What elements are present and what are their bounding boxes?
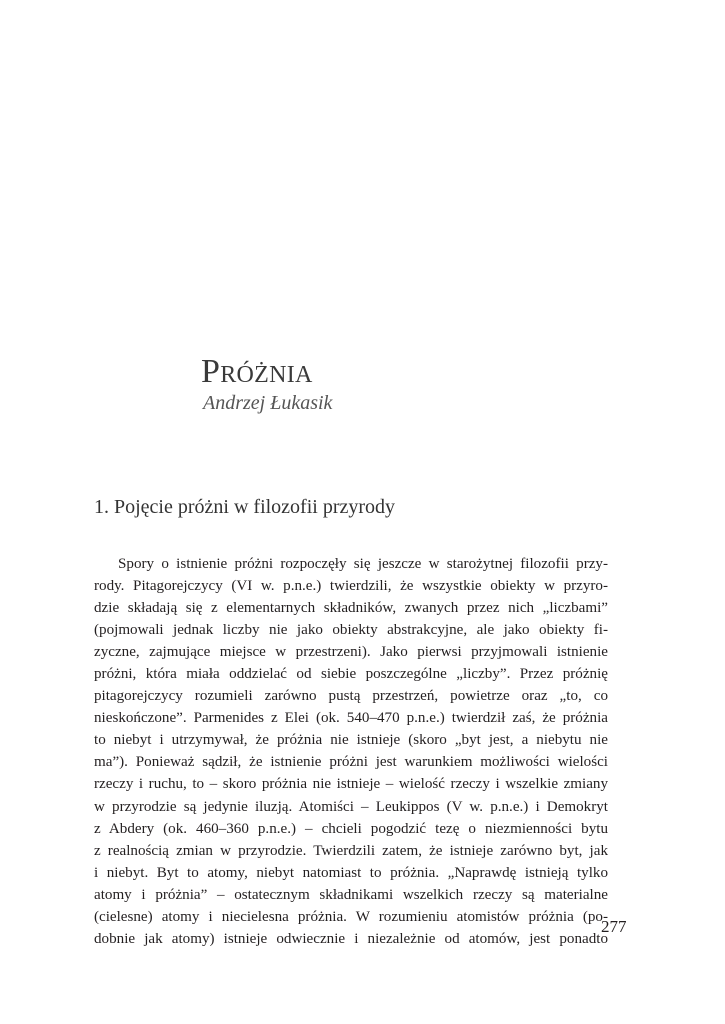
body-line: dzie składają się z elementarnych składników, zwanych przez nich „liczbami” (94, 600, 608, 617)
body-line: ma”). Ponieważ sądził, że istnienie próżni jest warunkiem możliwości wielości (94, 754, 608, 771)
chapter-author: Andrzej Łukasik (203, 392, 333, 414)
body-line: Spory o istnienie próżni rozpoczęły się jeszcze w starożytnej filozofii przy- (118, 556, 608, 572)
page-number: 277 (601, 917, 627, 936)
body-line: rody. Pitagorejczycy (VI w. p.n.e.) twierdzili, że wszystkie obiekty w przyro- (94, 578, 608, 595)
body-line: nieskończone”. Parmenides z Elei (ok. 540–470 p.n.e.) twierdził zaś, że próżnia (94, 710, 608, 727)
body-line: w przyrodzie są jedynie iluzją. Atomiści – Leukippos (V w. p.n.e.) i Demokryt (94, 798, 608, 815)
body-line: to niebyt i utrzymywał, że próżnia nie istnieje (skoro „byt jest, a niebytu nie (94, 732, 608, 749)
body-line: (pojmowali jednak liczby nie jako obiekty abstrakcyjne, ale jako obiekty fi- (94, 622, 608, 639)
body-paragraph (94, 553, 608, 950)
body-line: atomy i próżnia” – ostatecznym składnikami wszelkich rzeczy są materialne (94, 886, 608, 903)
body-line: próżni, która miała oddzielać od siebie poszczególne „liczby”. Przez próżnię (94, 666, 608, 683)
body-line: dobnie jak atomy) istnieje odwiecznie i niezależnie od atomów, jest ponadto (94, 930, 608, 947)
chapter-title: Próżnia (201, 353, 313, 390)
body-line: rzeczy i ruchu, to – skoro próżnia nie istnieje – wielość rzeczy i wszelkie zmiany (94, 776, 608, 793)
body-line: zyczne, zajmujące miejsce w przestrzeni). Jako pierwsi przyjmowali istnienie (94, 644, 608, 661)
section-heading: 1. Pojęcie próżni w filozofii przyrody (94, 496, 396, 518)
body-line: z Abdery (ok. 460–360 p.n.e.) – chcieli pogodzić tezę o niezmienności bytu (94, 820, 608, 837)
body-line: (cielesne) atomy i niecielesna próżnia. W rozumieniu atomistów próżnia (po- (94, 908, 608, 925)
body-line: pitagorejczycy rozumieli zarówno pustą przestrzeń, powietrze oraz „to, co (94, 688, 608, 705)
body-line: z realnością zmian w przyrodzie. Twierdzili zatem, że istnieje zarówno byt, jak (94, 842, 608, 859)
body-line: i niebyt. Byt to atomy, niebyt natomiast to próżnia. „Naprawdę istnieją tylko (94, 864, 608, 881)
